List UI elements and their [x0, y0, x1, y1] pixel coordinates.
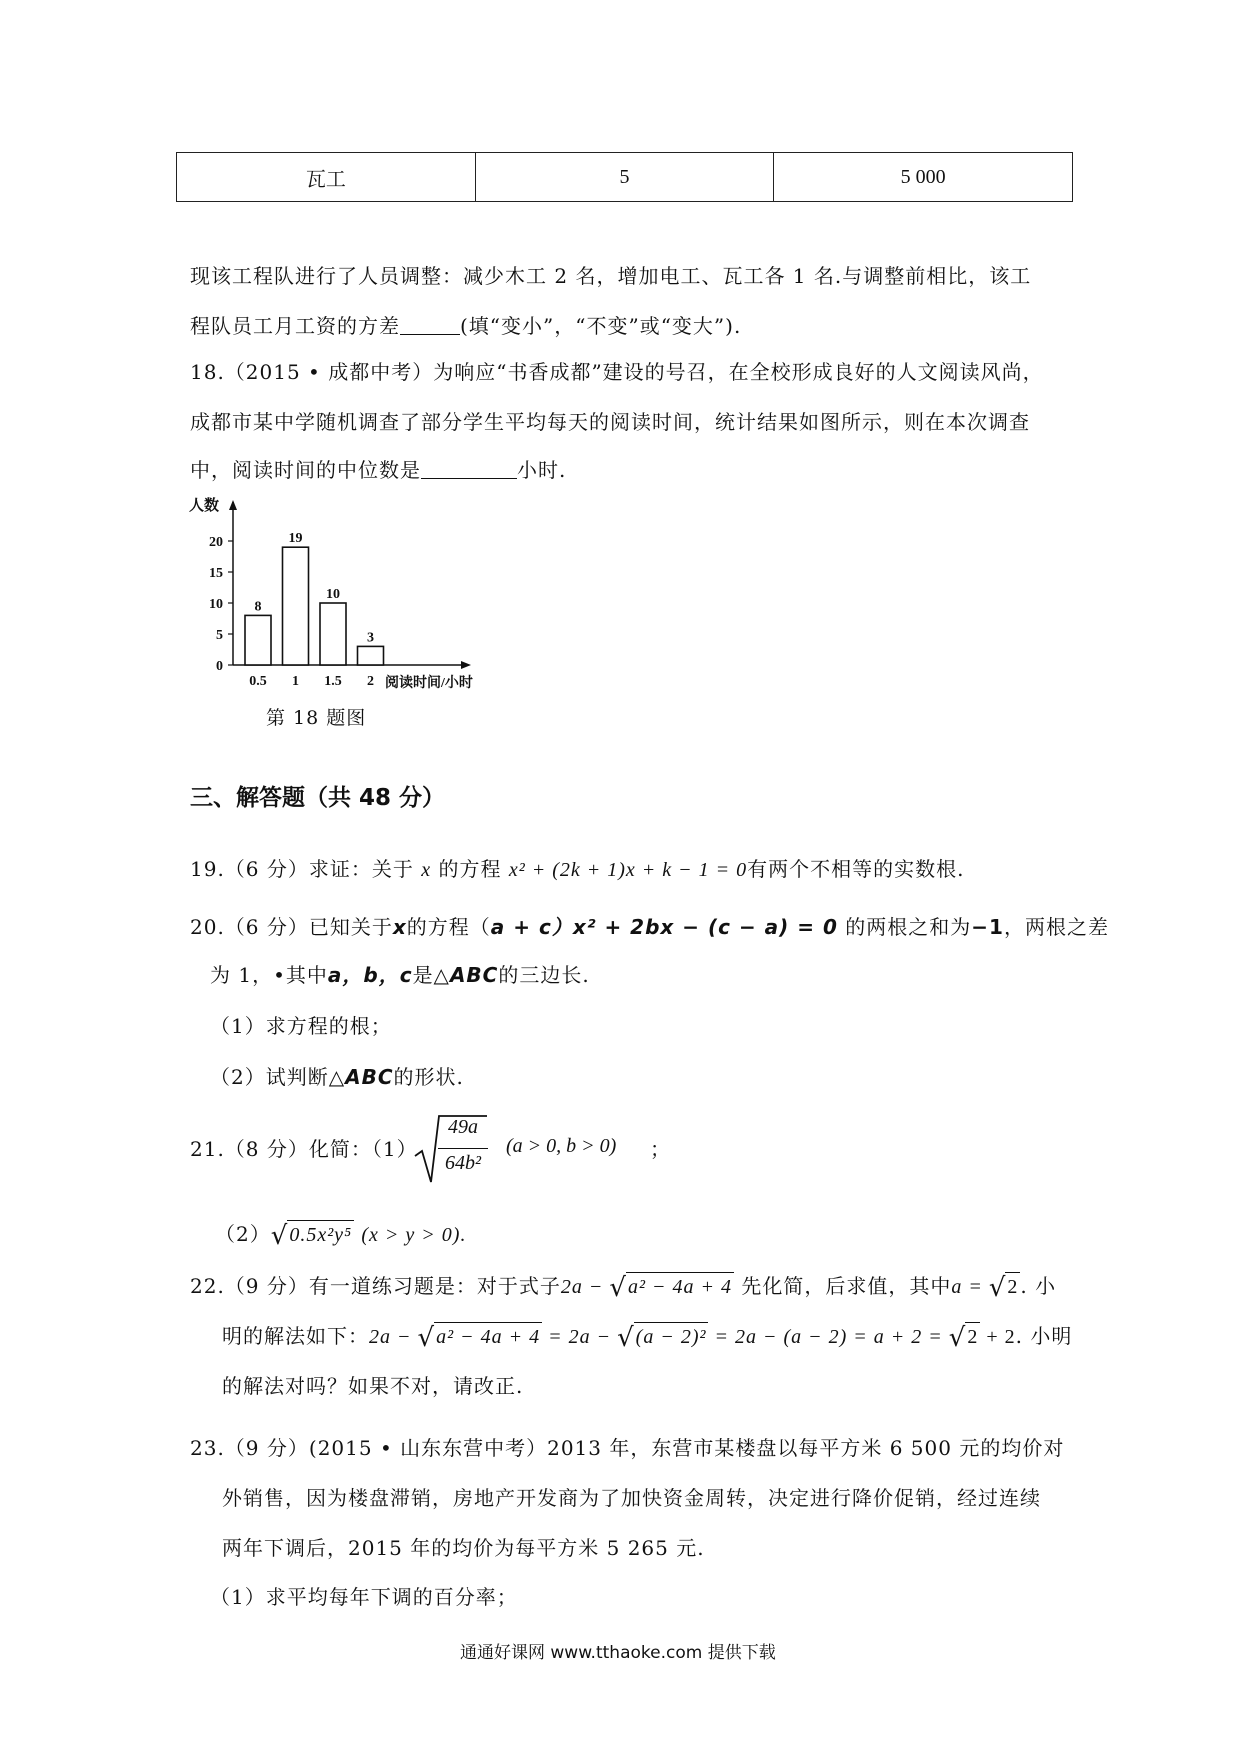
sqrt-sign: √: [988, 1273, 1007, 1303]
q23-line1: 23.（9 分）(2015 • 山东东营中考）2013 年，东营市某楼盘以每平方米 6 500 元的均价对: [190, 1436, 1065, 1460]
q21-sub2: [215, 1220, 466, 1250]
q22-sol-radicand2: (a − 2)²: [634, 1322, 709, 1351]
bar-value-label: 19: [288, 531, 303, 547]
q18-line2: 成都市某中学随机调查了部分学生平均每天的阅读时间，统计结果如图所示，则在本次调查: [190, 410, 1030, 434]
sqrt-sign: √: [617, 1323, 635, 1353]
q21-prefix: 21.（8 分）化简：（1）: [190, 1137, 418, 1161]
chart-caption: 第 18 题图: [266, 707, 367, 729]
q22-sqrt2: 2: [1005, 1272, 1020, 1301]
q20-line2: [210, 961, 590, 989]
x-tick-label: 0.5: [249, 674, 267, 689]
footer-credit: 通通好课网 www.tthaoke.com 提供下载: [460, 1643, 776, 1663]
x-tick-label: 1.5: [324, 674, 342, 689]
q22-sol-part1: 2a −: [369, 1326, 418, 1348]
q22-sol-part4: + 2: [980, 1326, 1016, 1348]
bar: [358, 646, 384, 665]
q23-line2: 外销售，因为楼盘滞销，房地产开发商为了加快资金周转，决定进行降价促销，经过连续: [222, 1486, 1041, 1510]
q18-line3-unit: 小时.: [517, 458, 567, 482]
q21-numerator: 49a: [448, 1116, 478, 1138]
q17-line2-options: (填“变小”，“不变”或“变大”).: [460, 314, 742, 338]
q20-text3: 的两根之和为: [845, 915, 972, 939]
q20-line1: [190, 913, 1109, 941]
y-axis-label: 人数: [189, 498, 220, 514]
q20-triangle: ABC: [449, 963, 499, 987]
q20-sub2-text: （2）试判断△: [210, 1065, 346, 1089]
y-tick-label: 15: [209, 566, 223, 581]
section-title: 三、解答题（共 48 分）: [190, 785, 446, 811]
bar-value-label: 3: [367, 630, 374, 646]
table-cell-job: 瓦工: [177, 153, 476, 202]
q18-line3-text: 中，阅读时间的中位数是: [190, 458, 421, 482]
q17-line2-text: 程队员工月工资的方差: [190, 314, 400, 338]
q20-text7: 的三边长.: [498, 963, 590, 987]
q22-line1: [190, 1272, 1056, 1302]
q17-line1: 现该工程队进行了人员调整：减少木工 2 名，增加电工、瓦工各 1 名.与调整前相比，该工: [190, 264, 1032, 288]
q22-sol-part2: = 2a −: [542, 1326, 618, 1348]
q20-sub2: [210, 1063, 464, 1091]
q20-var: x: [392, 915, 407, 939]
q18-line1: 18.（2015 • 成都中考）为响应“书香成都”建设的号召，在全校形成良好的人文阅读风尚，: [190, 360, 1044, 384]
table-cell-count: 5: [475, 153, 774, 202]
q19-suffix: 有两个不相等的实数根.: [747, 857, 965, 881]
q20-sides: a，b，c: [327, 963, 413, 987]
q17-line2: [190, 312, 741, 340]
y-tick-label: 20: [209, 535, 223, 550]
reading-time-bar-chart: [185, 495, 505, 695]
q22-text3: . 小: [1020, 1274, 1057, 1298]
q19: [190, 855, 965, 884]
q22-line2: [222, 1322, 1072, 1352]
q20-text5: 为 1，•其中: [210, 963, 328, 987]
sqrt-sign: √: [609, 1273, 627, 1303]
q20-text2: 的方程（: [406, 915, 491, 939]
q20-text4: ，两根之差: [1003, 915, 1109, 939]
q21-radicand: 0.5x²y⁵: [287, 1220, 354, 1249]
sqrt-sign: √: [948, 1323, 967, 1353]
bar-value-label: 10: [326, 587, 340, 602]
y-tick-label: 0: [216, 659, 223, 674]
q18-line3: [190, 456, 566, 484]
sqrt-sign: √: [270, 1221, 289, 1251]
q22-text5: . 小明: [1015, 1324, 1073, 1348]
bar: [283, 547, 309, 665]
q22-line3: 的解法对吗？如果不对，请改正.: [222, 1374, 524, 1398]
q23-sub1: （1）求平均每年下调的百分率；: [210, 1585, 518, 1609]
q20-text6: 是△: [412, 963, 450, 987]
q22-expr: 2a −: [560, 1276, 610, 1298]
q19-equation: x² + (2k + 1)x + k − 1 = 0: [508, 859, 748, 881]
fraction-bar: [438, 1148, 488, 1149]
sqrt-sign: √: [417, 1323, 436, 1353]
q19-mid: 的方程: [438, 857, 502, 881]
table-row: [177, 153, 1073, 202]
q20-sub1: （1）求方程的根；: [210, 1014, 392, 1038]
q22-sol-part3: = 2a − (a − 2) = a + 2 =: [708, 1326, 949, 1348]
wage-table: [176, 152, 1073, 202]
q22-text1: 22.（9 分）有一道练习题是：对于式子: [190, 1274, 561, 1298]
y-tick-label: 10: [209, 597, 223, 612]
answer-blank-17: [400, 314, 460, 335]
y-axis-arrow: [229, 500, 237, 510]
answer-blank-18: [421, 458, 517, 479]
x-axis-arrow: [461, 661, 471, 669]
bar: [245, 615, 271, 665]
q22-text2: 先化简，后求值，其中: [741, 1274, 952, 1298]
q20-neg-one: −1: [971, 915, 1004, 939]
q21-condition2: (x > y > 0).: [361, 1224, 467, 1246]
q23-line3: 两年下调后，2015 年的均价为每平方米 5 265 元.: [222, 1536, 705, 1560]
q19-prefix: 19.（6 分）求证：关于: [190, 857, 414, 881]
q19-var: x: [421, 859, 432, 881]
q20-sub2-end: 的形状.: [393, 1065, 464, 1089]
q22-a-equals: a =: [951, 1276, 989, 1298]
q21-denominator: 64b²: [445, 1152, 481, 1174]
q22-sol-radicand3: 2: [965, 1322, 980, 1351]
q22-sol-radicand1: a² − 4a + 4: [434, 1322, 542, 1351]
bar-value-label: 8: [254, 599, 262, 615]
bar: [320, 603, 346, 665]
q21-condition1: (a > 0, b > 0): [506, 1135, 617, 1157]
q21-sub2-label: （2）: [215, 1222, 271, 1246]
y-tick-label: 5: [216, 628, 223, 643]
table-cell-wage: 5 000: [774, 153, 1073, 202]
q22-text4: 明的解法如下：: [222, 1324, 369, 1348]
x-tick-label: 2: [367, 674, 374, 689]
x-tick-label: 1: [292, 674, 299, 689]
q22-radicand: a² − 4a + 4: [626, 1272, 734, 1301]
q20-sub2-triangle: ABC: [345, 1065, 394, 1089]
q20-equation: a + c）x² + 2bx − (c − a) = 0: [490, 915, 838, 939]
q20-text1: 20.（6 分）已知关于: [190, 915, 393, 939]
x-axis-label: 阅读时间/小时: [385, 676, 473, 691]
q21-semicolon: ；: [650, 1137, 671, 1161]
